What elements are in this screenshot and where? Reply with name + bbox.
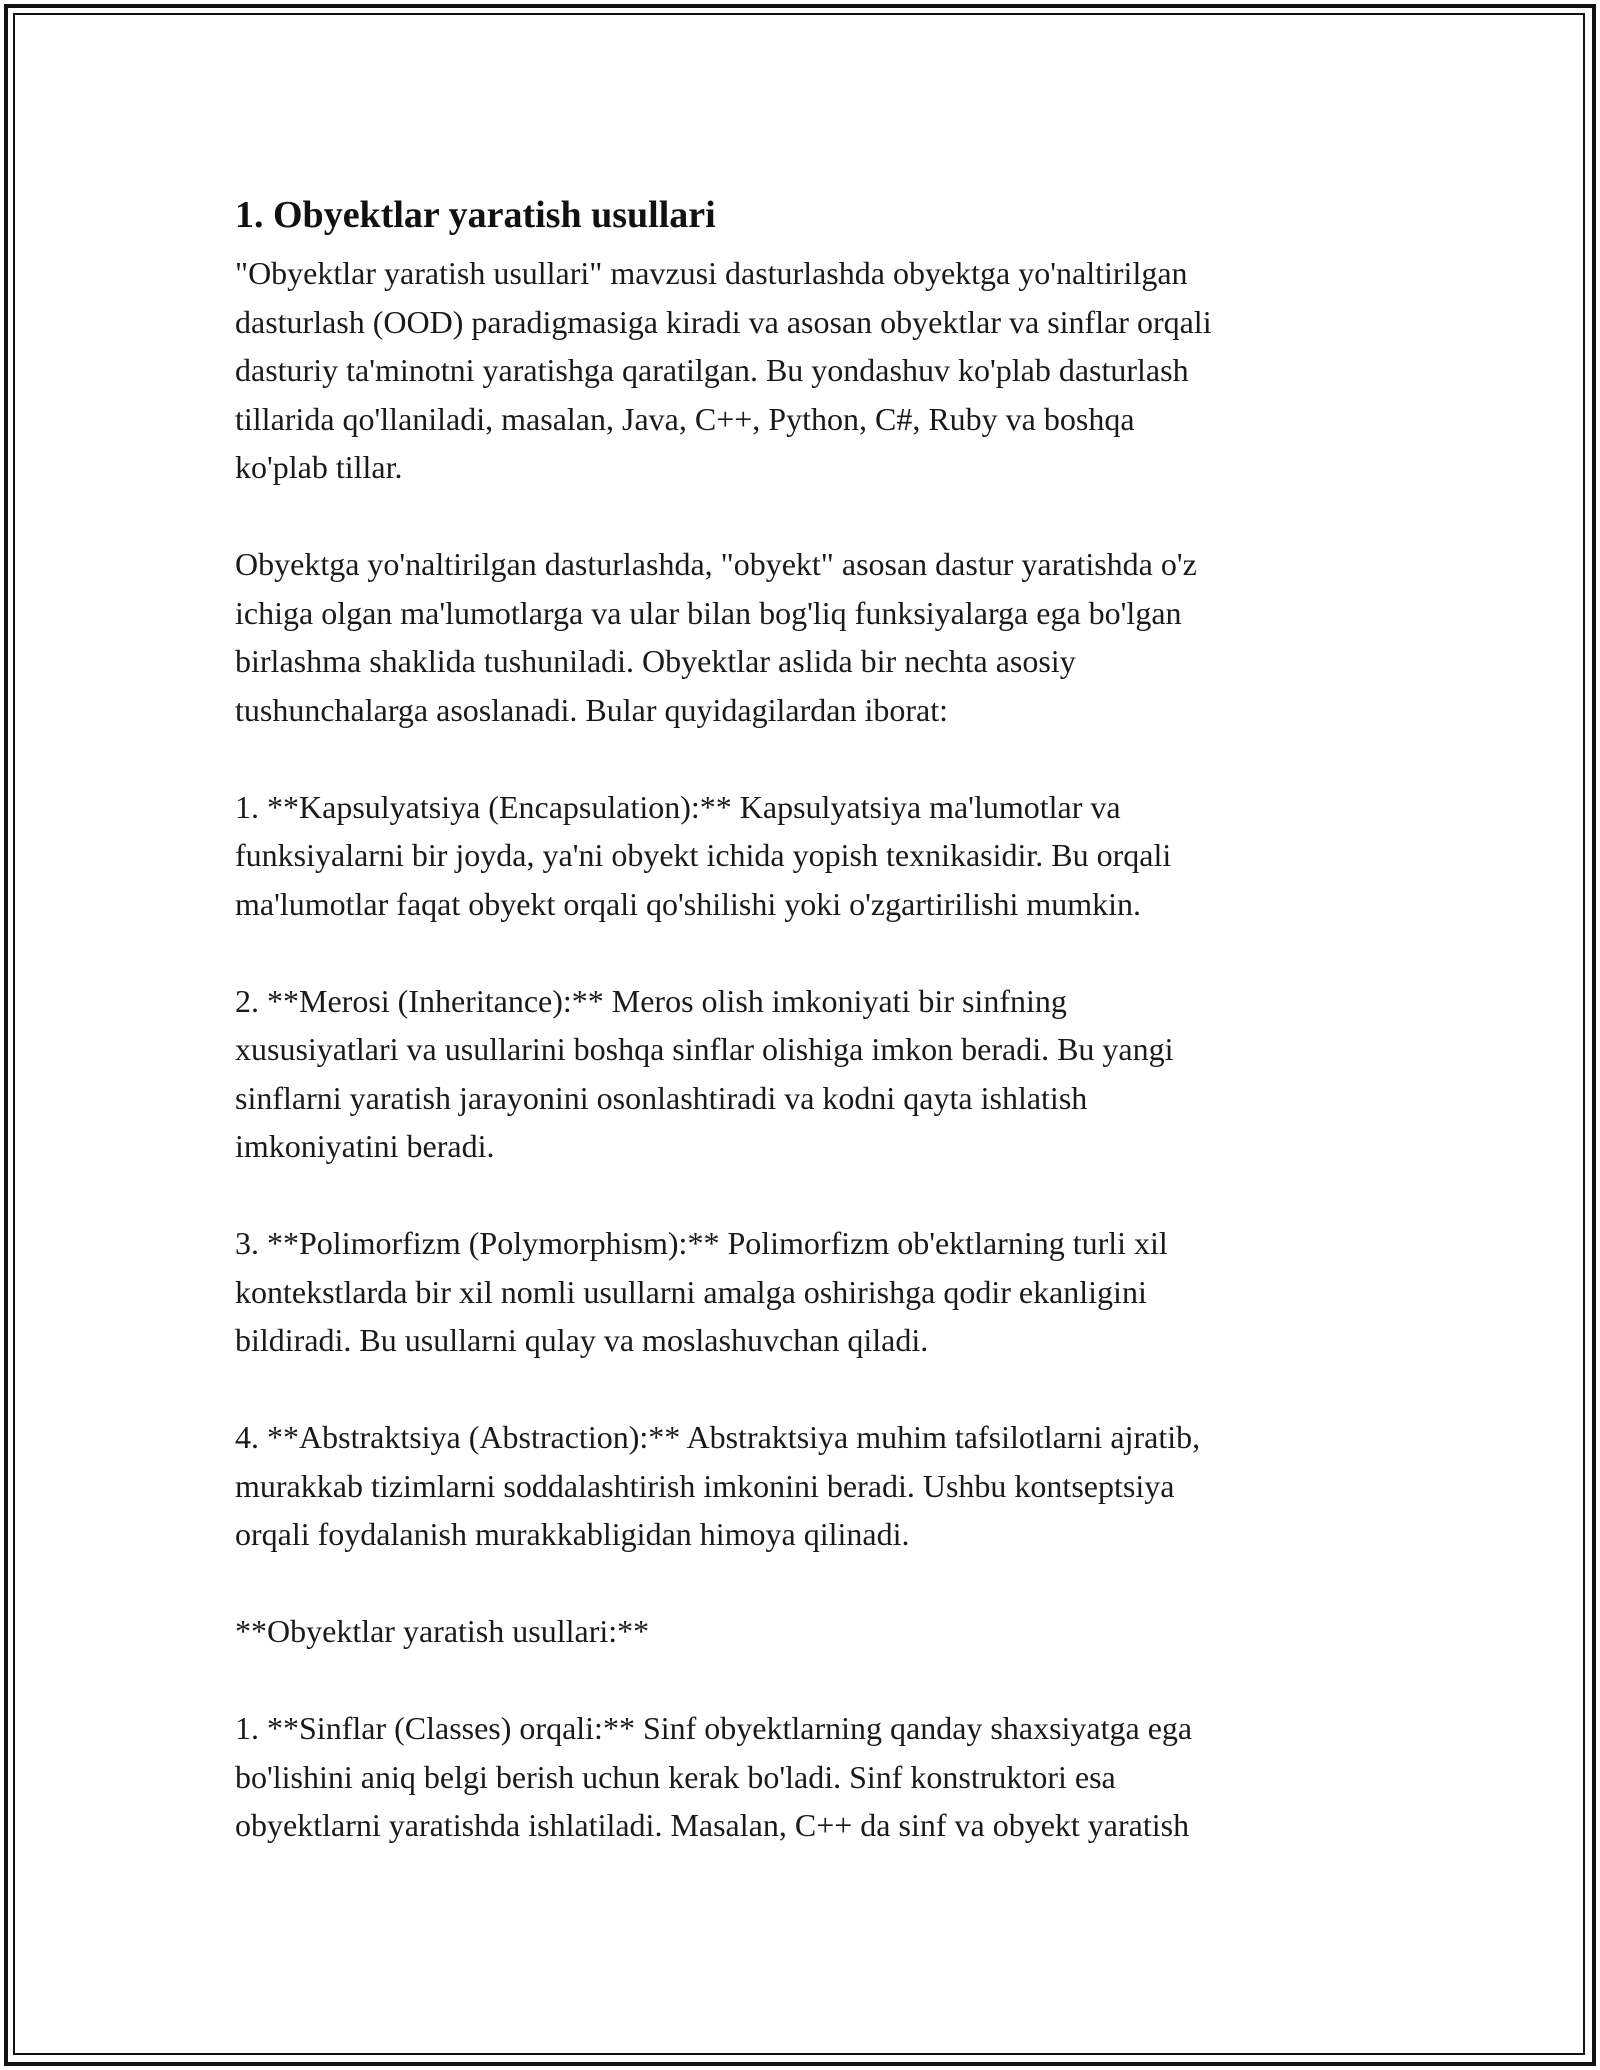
paragraph-classes: 1. **Sinflar (Classes) orqali:** Sinf obyektlarning qanday shaxsiyatga ega bo'lishini aniq belgi berish uchun kerak bo'ladi. Sinf konstruktori esa obyektlarni yaratishda ishlatiladi. Masalan, C++ da sinf va obyekt yaratish [235,1710,1193,1843]
paragraph-polymorphism: 3. **Polimorfizm (Polymorphism):** Polimorfizm ob'ektlarning turli xil kontekstlarda bir xil nomli usullarni amalga oshirishga qodir ekanligini bildiradi. Bu usullarni qulay va moslashuvchan qiladi. [235,1225,1168,1358]
paragraph-intro: "Obyektlar yaratish usullari" mavzusi dasturlashda obyektga yo'naltirilgan dasturlash (OOD) paradigmasiga kiradi va asosan obyektlar va sinflar orqali dasturiy ta'minotni yaratishga qaratilgan. Bu yondashuv ko'plab dasturlash tillarida qo'llaniladi, masalan, Java, C++, Python, C#, Ruby va boshqa ko'plab tillar. [235,255,1212,485]
paragraph-inheritance: 2. **Merosi (Inheritance):** Meros olish imkoniyati bir sinfning xususiyatlari va usullarini boshqa sinflar olishiga imkon beradi. Bu yangi sinflarni yaratish jarayonini osonlashtiradi va kodni qayta ishlatish imkoniyatini beradi. [235,982,1174,1164]
document-page [235,185,1365,1850]
paragraph-methods-heading: **Obyektlar yaratish usullari:** [235,1613,650,1649]
document-title: 1. Obyektlar yaratish usullari [235,194,716,236]
paragraph-abstraction: 4. **Abstraktsiya (Abstraction):** Abstraktsiya muhim tafsilotlarni ajratib, murakkab tizimlarni soddalashtirish imkonini beradi. Ushbu kontseptsiya orqali foydalanish murakkabligidan himoya qilinadi. [235,1419,1201,1552]
paragraph-encapsulation: 1. **Kapsulyatsiya (Encapsulation):** Kapsulyatsiya ma'lumotlar va funksiyalarni bir joyda, ya'ni obyekt ichida yopish texnikasidir. Bu orqali ma'lumotlar faqat obyekt orqali qo'shilishi yoki o'zgartirilishi mumkin. [235,788,1172,922]
paragraph-object-definition: Obyektga yo'naltirilgan dasturlashda, "obyekt" asosan dastur yaratishda o'z ichiga olgan ma'lumotlarga va ular bilan bog'liq funksiyalarga ega bo'lgan birlashma shaklida tushuniladi. Obyektlar aslida bir nechta asosiy tushunchalarga asoslanadi. Bular quyidagilardan iborat: [235,546,1197,728]
